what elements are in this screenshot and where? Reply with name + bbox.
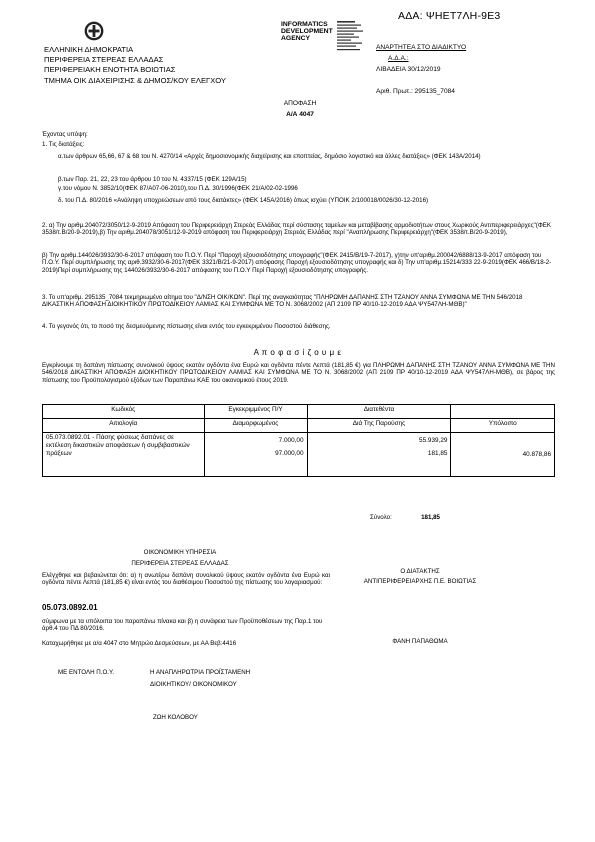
issuer-title: Ο ΔΙΑΤΑΚΤΗΣ [400,568,440,575]
digital-signature-block-icon [337,21,367,57]
paragraph-2: 2. α) Την αριθμ.204072/3050/12-9-2019 Απόφαση του Περιφερειάρχη Στερεάς Ελλάδας περί σύστασης ταμείων και μεταβίβασης αρμοδιοτήτων στους Χωρικούς Αντιπεριφερειάρχες"(ΦΕΚ 3538/τ.Β/20-9-2019),β) Την αριθμ.204078/3051/12-9-2019 απόφαση του Περιφερειάρχη Στερεάς Ελλάδας περί "Αναπλήρωσης Περιφερειάρχη"(ΦΕΚ 3538/τ.Β/20-9-2019), [42,222,552,237]
sum-value: 181,85 [421,514,440,521]
paragraph-1a: α.των άρθρων 65,66, 67 & 68 του Ν. 4270/14 «Αρχές δημοσιονομικής διαχείρισης και εποπτείας, δημόσιο λογιστικό και άλλες διατάξεις» (ΦΕΚ 143Α/2014) [58,153,481,160]
col-remaining-header: Υπόλοιπο [451,419,555,433]
protocol-number: Αριθ. Πρωτ.: 295135_7084 [376,88,455,95]
commitment-table [42,404,555,477]
order-line: ΜΕ ΕΝΤΟΛΗ Π.Ο.Υ. [58,669,115,676]
approved-cell [204,433,307,477]
paragraph-2b: β) Την αριθμ.144026/3932/30-6-2017 απόφαση του Π.Ο.Υ. Περί "Παροχή εξουσιοδότησης υπογραφής"(ΦΕΚ 2415/Β/19-7-2017), γ)την υπ'αριθμ.200042/6888/13-9-2017 απόφαση του Π.Ο.Υ. Περί συμπλήρωσης της αριθ.3932/30-6-2017(ΦΕΚ 3321/Β/21-9-2017) απόφασης Παροχή εξουσιοδότησης υπογραφής και δ) Την υπ'αριθμ.15214/333 22-9-2019(ΦΕΚ 466/Β/18-2-2019)Περί συμπλήρωσης της 144026/3932/30-6-2017 απόφασης του Π.Ο.Υ Περί Παροχή εξουσιοδότησης υπογραφής. [42,252,552,274]
issuer-signer-name: ΦΑΝΗ ΠΑΠΑΘΩΜΑ [392,638,448,645]
place-date: ΛΙΒΑΔΕΙΑ 30/12/2019 [376,66,441,73]
issuer-role: ΑΝΤΙΠΕΡΙΦΕΡΕΙΑΡΧΗΣ Π.Ε. ΒΟΙΩΤΙΑΣ [363,578,477,585]
verification-text: Ελέγχθηκε και βεβαιώνεται ότι: α) η ανωτέρω δαπάνη συνολικού ύψους εκατόν ογδόντα ένα Ευρώ και ογδόντα πέντε Λεπτά (181,85 €) είναι εντός του διαθέσιμου Ποσοστού της πίστωσης του λογαριασμού: [42,572,330,587]
header-right [376,42,466,75]
header-line: ΕΛΛΗΝΙΚΗ ΔΗΜΟΚΡΑΤΙΑ [44,45,134,54]
col-empty-header [451,405,555,419]
account-code: 05.073.0892.01 [42,603,98,612]
paragraph-4: 4. Το γεγονός ότι, το ποσό της δεσμευόμενης πίστωσης είναι εντός του εγκεκριμένου Ποσοστού διάθεσης. [42,323,331,330]
col-reason-header: Αιτιολογία [43,419,205,433]
col-shaped-header: Διαμορφωμένος [204,419,307,433]
this-value: 181,85 [427,450,448,457]
decision-number: Α/Α 4047 [286,111,314,118]
allocated-value: 55.939,29 [419,437,448,444]
info-agency-logo: INFORMATICS DEVELOPMENT AGENCY [281,21,333,43]
verification-text-2: σύμφωνα με τα υπόλοιπα του παραπάνω πίνακα και β) η συνάφεια των Προϋποθέσεων της Παρ.1 του άρθ.4 του ΠΔ 80/2016. [42,618,323,633]
approved-value: 7.000,00 [278,437,304,444]
decide-title: Α π ο φ α σ ί ζ ο υ μ ε [253,348,342,357]
col-code-header: Κωδικός [43,405,205,419]
paragraph-1b: β.των Παρ. 21, 22, 23 του άρθρου 10 του Ν. 4337/15 (ΦΕΚ 129Α/15) [58,176,247,183]
registry-text: Καταχωρήθηκε με α/α 4047 στο Μητρώο Δεσμεύσεων, με ΑΑ Βεβ:4416 [42,640,237,647]
issuer-header [44,45,226,86]
having-regard: Έχοντας υπόψη: [42,131,88,138]
allocated-cell [307,433,451,477]
decision-title: ΑΠΟΦΑΣΗ [283,100,317,107]
finance-service-title: ΟΙΚΟΝΟΜΙΚΗ ΥΠΗΡΕΣΙΑ [143,549,217,556]
code-description: 05.073.0892.01 - Πάσης φύσεως δαπάνες σε εκτέλεση δικαστικών αποφάσεων ή συμβιβαστικών πράξεων [43,433,205,477]
paragraph-3: 3. Το υπ'αριθμ. 295135_7084 τεκμηριωμένο αίτημα του "Δ/ΝΣΗ ΟΙΚ/ΚΩΝ". Περί της αναγκαιότητας "ΠΛΗΡΩΜΗ ΔΑΠΑΝΗΣ ΣΤΗ ΤΖΑΝΟΥ ΑΝΝΑ ΣΥΜΦΩΝΑ ΜΕ ΤΗΝ 546/2018 ΔΙΚΑΣΤΙΚΗ ΑΠΟΦΑΣΗ ΔΙΟΙΚΗΤΙΚΟΥ ΠΡΩΤΟΔΙΚΕΙΟΥ ΛΑΜΙΑΣ ΚΑΙ ΣΥΜΦΩΝΑ ΜΕ ΤΟ Ν. 3068/2002 (ΑΠ 2109 ΠΡ 40/10-12-2019 ΑΔΑ ΨΥ547ΛΗ-ΜΘΒ)" [42,294,523,309]
table-row [43,433,555,477]
col-this-header: Διά Της Παρούσης [307,419,451,433]
shaped-value: 97.000,00 [275,450,304,457]
ada-label: Α.Δ.Α.: [388,55,409,62]
paragraph-1d: δ. του Π.Δ. 80/2016 «Ανάληψη υποχρεώσεων από τους διατάκτες» (ΦΕΚ 145Α/2016) όπως ισχύει (ΥΠΟΙΚ 2/100018/0026/30-12-2016) [58,197,429,204]
finance-signer-name: ΖΩΗ ΚΟΛΟΒΟΥ [153,714,198,721]
paragraph-1c: γ.του νόμου Ν. 3852/10(ΦΕΚ 87/Α07-06-2010),του Π.Δ. 30/1996(ΦΕΚ 21/Α/02-02-1996 [58,185,298,192]
header-line: ΤΜΗΜΑ ΟΙΚ ΔΙΑΧΕΙΡΙΣΗΣ & ΔΗΜΟΣ/ΚΟΥ ΕΛΕΓΧΟΥ [44,75,226,85]
decide-text: Εγκρίνουμε τη δαπάνη πίστωσης συνολικού ύψους εκατόν ογδόντα ένα Ευρώ και ογδόντα πέντε Λεπτά (181,85 €) για ΠΛΗΡΩΜΗ ΔΑΠΑΝΗΣ ΣΤΗ ΤΖΑΝΟΥ ΑΝΝΑ ΣΥΜΦΩΝΑ ΜΕ ΤΗΝ 546/2018 ΔΙΚΑΣΤΙΚΗ ΑΠΟΦΑΣΗ ΔΙΟΙΚΗΤΙΚΟΥ ΠΡΩΤΟΔΙΚΕΙΟΥ ΛΑΜΙΑΣ ΚΑΙ ΣΥΜΦΩΝΑ ΜΕ ΤΟ Ν. 3068/2002 (ΑΠ 2109 ΠΡ 40/10-12-2019 ΑΔΑ ΨΥ547ΛΗ-ΜΘΒ), σε βάρος της πίστωσης του Προϋπολογισμού εξόδων των Παραπάνω ΚΑΕ του οικονομικού έτους 2019. [42,362,555,384]
col-allocated-header: Διατεθέντα [307,405,451,419]
department-title: ΔΙΟΙΚΗΤΙΚΟΥ/ ΟΙΚΟΝΟΜΙΚΟΥ [150,681,237,688]
ada-stamp: ΑΔΑ: ΨΗΕΤ7ΛΗ-9Ε3 [398,10,501,22]
sum-label: Σύνολο: [370,514,392,521]
header-line: ΠΕΡΙΦΕΡΕΙΑ ΣΤΕΡΕΑΣ ΕΛΛΑΔΑΣ [44,55,164,65]
header-line: ΠΕΡΙΦΕΡΕΙΑΚΗ ΕΝΟΤΗΤΑ ΒΟΙΩΤΙΑΣ [44,65,176,75]
col-approved-header: Εγκεκριμμένος Π/Υ [204,405,307,419]
post-online-label: ΑΝΑΡΤΗΤΕΑ ΣΤΟ ΔΙΑΔΙΚΤΥΟ [376,44,467,51]
deputy-head-title: Η ΑΝΑΠΛΗΡΩΤΡΙΑ ΠΡΟΪΣΤΑΜΕΝΗ [150,669,251,676]
paragraph-1: 1. Τις διατάξεις: [42,141,85,148]
finance-region-title: ΠΕΡΙΦΕΡΕΙΑ ΣΤΕΡΕΑΣ ΕΛΛΑΔΑΣ [131,560,229,567]
remaining-value: 40.878,86 [451,433,555,477]
greek-emblem-icon [84,20,104,42]
